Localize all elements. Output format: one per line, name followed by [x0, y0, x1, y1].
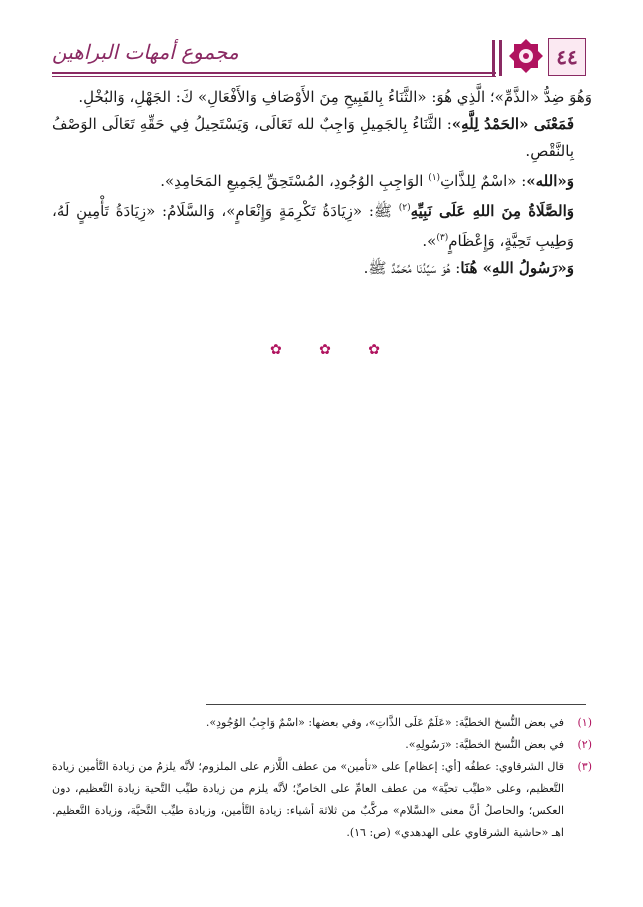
- paragraph-text: الوَاجِبِ الوُجُودِ، المُسْتَحِقِّ لِجَمِيعِ المَحَامِدِ».: [160, 172, 429, 190]
- paragraph-text: وَهُوَ ضِدُّ «الذَّمِّ»؛ الَّذِي هُوَ: «الثَّنَاءُ بِالقَبِيحِ مِنَ الأَوْصَافِ وَالأَفْعَالِ» كَ: الجَهْلِ، وَالبُخْلِ.: [78, 88, 592, 106]
- term: وَ«الله»: [526, 172, 574, 190]
- flower-icon: ✿: [368, 342, 380, 358]
- footnote-ref[interactable]: (٣): [436, 233, 449, 243]
- paragraph: [52, 84, 592, 111]
- footnote-number: (١): [577, 716, 592, 729]
- main-text: [52, 84, 592, 282]
- paragraph-text: : هُوَ سَيِّدُنَا مُحَمَّدٌ ﷺ.: [363, 259, 461, 277]
- section-divider: [270, 340, 380, 360]
- header-bar: [492, 40, 495, 76]
- term: وَالصَّلَاةُ مِنَ اللهِ عَلَى نَبِيِّهِ: [410, 202, 574, 220]
- term: فَمَعْنَى «الحَمْدُ لِلَّهِ»: [451, 115, 574, 133]
- page-header: [0, 0, 643, 80]
- flower-icon: ✿: [319, 342, 331, 358]
- footnotes: [52, 712, 592, 844]
- footnote-text: في بعض النُّسخ الخطيَّة: «رَسُولِهِ».: [405, 738, 564, 751]
- footnote: [52, 734, 592, 756]
- book-title: مجموع أمهات البراهين: [52, 40, 239, 64]
- header-rule: [52, 72, 496, 74]
- footnote-number: (٣): [577, 760, 592, 773]
- header-bar: [499, 40, 502, 76]
- term: وَ«رَسُولُ اللهِ» هُنَا: [460, 259, 574, 277]
- footnote-text: قال الشرقاوي: عطفُه [أي: إعظام] على «تأمين» من عطف اللَّازم على الملزوم؛ لأنَّه يلزمُ من زيادة التَّأمين زيادة التَّعظيم، وعلى «طيِّب تحيَّة» من عطف العامِّ على الخاصِّ؛ لأنَّه يلزم من زيادة طيِّب التَّحية زيادة التَّعظيم، دون العكس؛ والحاصلُ أنَّ معنى «السَّلام» مركَّبٌ من ثلاثة أشياء: زيادة التَّأمين، وزيادة طيِّب التَّحيَّة، وزيادة التَّعظيم. اهـ «حاشية الشرقاوي على الهدهدي» (ص: ١٦).: [52, 760, 564, 839]
- footnote-number: (٢): [577, 738, 592, 751]
- footnote-ref[interactable]: (٢): [398, 203, 411, 213]
- paragraph-text: ».: [422, 232, 437, 250]
- footnote-ref[interactable]: (١): [428, 173, 441, 183]
- page-number: ٤٤: [548, 38, 586, 76]
- footnote: [52, 756, 592, 844]
- star-ornament-icon: [506, 36, 546, 76]
- footnote-separator: [206, 704, 586, 705]
- paragraph: [52, 255, 592, 282]
- footnote-text: في بعض النُّسخ الخطيَّة: «عَلَمٌ عَلَى الذَّاتِ»، وفي بعضها: «اسْمٌ وَاجِبُ الوُجُودِ».: [205, 716, 564, 729]
- footnote: [52, 712, 592, 734]
- header-rule: [52, 76, 496, 77]
- flower-icon: ✿: [270, 342, 282, 358]
- paragraph-text: : «اسْمٌ لِلذَّاتِ: [440, 172, 527, 190]
- paragraph-text: ﷺ: «زِيَادَةُ تَكْرِمَةٍ وَإِنْعَامٍ»، وَالسَّلَامُ: «زِيَادَةُ تَأْمِينٍ لَهُ، وَطِيبِ تَحِيَّةٍ، وَإِعْظَامٍ: [52, 202, 574, 250]
- paragraph-text: : الثَّنَاءُ بِالجَمِيلِ وَاجِبٌ لله تَعَالَى، وَيَسْتَحِيلُ فِي حَقِّهِ تَعَالَى الوَصْفُ بِالنَّقْصِ.: [52, 115, 574, 160]
- paragraph: [52, 111, 592, 165]
- paragraph: [52, 165, 592, 195]
- paragraph: [52, 195, 592, 255]
